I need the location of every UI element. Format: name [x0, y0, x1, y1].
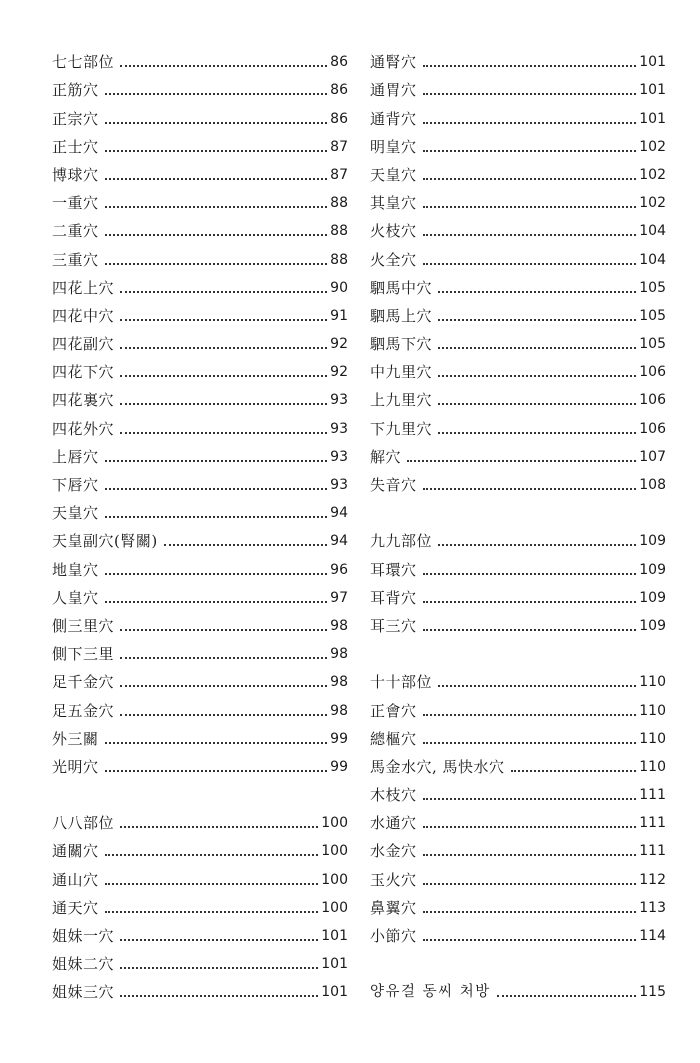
dot-leader [423, 488, 637, 490]
toc-entry-title: 天皇穴 [370, 165, 417, 184]
toc-entry[interactable] [370, 890, 666, 918]
toc-entry-title: 光明穴 [52, 757, 99, 776]
toc-entry-page-number: 90 [330, 279, 348, 296]
toc-entry-page-number: 104 [639, 223, 666, 240]
toc-entry-title: 火全穴 [370, 250, 417, 269]
toc-entry-title: 地皇穴 [52, 560, 99, 579]
dot-leader [120, 629, 327, 631]
toc-entry-page-number: 113 [639, 899, 666, 916]
toc-entry-page-number: 110 [639, 730, 666, 747]
toc-left-column [52, 44, 348, 1002]
toc-entry[interactable] [370, 129, 666, 157]
toc-entry-title: 上唇穴 [52, 447, 99, 466]
toc-entry[interactable] [370, 100, 666, 128]
dot-leader [423, 93, 637, 95]
toc-entry[interactable] [52, 636, 348, 664]
toc-entry-page-number: 94 [330, 505, 348, 522]
dot-leader [105, 150, 328, 152]
toc-entry-page-number: 101 [321, 984, 348, 1001]
dot-leader [423, 798, 637, 800]
toc-entry[interactable] [52, 580, 348, 608]
toc-entry-page-number: 96 [330, 561, 348, 578]
dot-leader [438, 291, 636, 293]
toc-entry-title: 一重穴 [52, 194, 99, 213]
toc-entry-title: 姐妹三穴 [52, 983, 115, 1002]
dot-leader [423, 573, 637, 575]
toc-entry[interactable] [52, 721, 348, 749]
toc-entry-title: 正筋穴 [52, 81, 99, 100]
toc-entry-page-number: 109 [639, 561, 666, 578]
toc-entry-page-number: 109 [639, 589, 666, 606]
dot-leader [423, 150, 637, 152]
toc-entry[interactable] [370, 692, 666, 720]
toc-entry[interactable] [370, 974, 666, 1002]
toc-entry-title: 天皇副穴(腎關) [52, 532, 158, 551]
dot-leader [423, 911, 637, 913]
toc-entry-page-number: 101 [639, 82, 666, 99]
toc-entry-page-number: 105 [639, 307, 666, 324]
toc-entry[interactable] [370, 185, 666, 213]
toc-entry-page-number: 106 [639, 364, 666, 381]
dot-leader [164, 544, 327, 546]
dot-leader [423, 263, 637, 265]
toc-entry[interactable] [52, 749, 348, 777]
dot-leader [438, 685, 636, 687]
dot-leader [105, 742, 328, 744]
toc-entry-page-number: 98 [330, 674, 348, 691]
toc-entry[interactable] [370, 157, 666, 185]
toc-entry-title: 下九里穴 [370, 419, 433, 438]
toc-entry-page-number: 86 [330, 54, 348, 71]
toc-entry-title: 通關穴 [52, 842, 99, 861]
toc-entry-title: 火枝穴 [370, 222, 417, 241]
toc-entry-title: 足千金穴 [52, 673, 115, 692]
toc-entry-title: 鼻翼穴 [370, 898, 417, 917]
toc-entry[interactable] [52, 410, 348, 438]
toc-entry[interactable] [370, 805, 666, 833]
dot-leader [105, 770, 328, 772]
dot-leader [438, 319, 636, 321]
toc-entry-page-number: 106 [639, 392, 666, 409]
toc-entry[interactable] [370, 326, 666, 354]
toc-entry[interactable] [52, 805, 348, 833]
dot-leader [407, 460, 636, 462]
toc-entry-page-number: 88 [330, 251, 348, 268]
section-gap [370, 636, 666, 664]
toc-entry[interactable] [52, 157, 348, 185]
toc-entry-page-number: 109 [639, 533, 666, 550]
toc-entry-page-number: 110 [639, 674, 666, 691]
dot-leader [105, 263, 328, 265]
toc-entry[interactable] [370, 833, 666, 861]
toc-entry-title: 外三關 [52, 729, 99, 748]
dot-leader [105, 460, 328, 462]
dot-leader [423, 629, 637, 631]
toc-entry[interactable] [370, 551, 666, 579]
toc-entry[interactable] [52, 608, 348, 636]
toc-entry-title: 上九里穴 [370, 391, 433, 410]
toc-entry-page-number: 102 [639, 166, 666, 183]
toc-entry-page-number: 107 [639, 448, 666, 465]
toc-entry-title: 耳背穴 [370, 588, 417, 607]
dot-leader [105, 122, 328, 124]
toc-entry[interactable] [52, 692, 348, 720]
toc-entry-page-number: 98 [330, 617, 348, 634]
toc-entry-page-number: 104 [639, 251, 666, 268]
toc-entry-page-number: 110 [639, 758, 666, 775]
toc-entry-page-number: 98 [330, 702, 348, 719]
toc-entry-title: 四花上穴 [52, 278, 115, 297]
toc-entry[interactable] [52, 382, 348, 410]
toc-entry-page-number: 94 [330, 533, 348, 550]
toc-entry-title: 馬金水穴, 馬快水穴 [370, 757, 505, 776]
toc-entry[interactable] [370, 664, 666, 692]
dot-leader [497, 995, 636, 997]
toc-entry-page-number: 112 [639, 871, 666, 888]
toc-entry-title: 姐妹二穴 [52, 955, 115, 974]
toc-entry[interactable] [370, 410, 666, 438]
dot-leader [423, 601, 637, 603]
toc-entry[interactable] [52, 185, 348, 213]
toc-entry[interactable] [370, 439, 666, 467]
dot-leader [120, 995, 318, 997]
toc-entry-page-number: 86 [330, 110, 348, 127]
toc-entry-page-number: 88 [330, 195, 348, 212]
toc-entry-title: 八八部位 [52, 814, 115, 833]
toc-entry[interactable] [370, 580, 666, 608]
toc-entry[interactable] [52, 213, 348, 241]
toc-entry[interactable] [52, 354, 348, 382]
dot-leader [438, 432, 636, 434]
section-gap [52, 777, 348, 805]
toc-entry-title: 木枝穴 [370, 786, 417, 805]
toc-entry-title: 中九里穴 [370, 363, 433, 382]
toc-entry-page-number: 106 [639, 420, 666, 437]
toc-entry-page-number: 102 [639, 138, 666, 155]
toc-entry-title: 通背穴 [370, 109, 417, 128]
toc-entry-title: 姐妹一穴 [52, 927, 115, 945]
dot-leader [438, 375, 636, 377]
dot-leader [438, 403, 636, 405]
toc-entry-title: 駟馬上穴 [370, 306, 433, 325]
toc-entry-page-number: 108 [639, 477, 666, 493]
toc-entry-page-number: 105 [639, 279, 666, 296]
dot-leader [511, 770, 637, 772]
toc-entry-title: 側下三里 [52, 645, 115, 664]
dot-leader [120, 319, 327, 321]
toc-entry[interactable] [370, 270, 666, 298]
toc-entry[interactable] [52, 551, 348, 579]
toc-entry-title: 總樞穴 [370, 729, 417, 748]
toc-entry-page-number: 100 [321, 815, 348, 832]
toc-entry-page-number: 92 [330, 364, 348, 381]
dot-leader [120, 403, 327, 405]
toc-entry-page-number: 115 [639, 984, 666, 1001]
toc-entry-page-number: 87 [330, 138, 348, 155]
toc-entry-page-number: 87 [330, 166, 348, 183]
toc-entry[interactable] [52, 861, 348, 889]
toc-entry-page-number: 93 [330, 420, 348, 437]
toc-entry-title: 耳環穴 [370, 560, 417, 579]
toc-entry-title: 其皇穴 [370, 194, 417, 213]
toc-entry-page-number: 101 [639, 54, 666, 71]
toc-entry-title: 正士穴 [52, 137, 99, 156]
toc-entry-page-number: 97 [330, 589, 348, 606]
toc-entry-page-number: 91 [330, 307, 348, 324]
toc-entry[interactable] [370, 523, 666, 551]
toc-entry-title: 失音穴 [370, 476, 417, 494]
toc-entry[interactable] [370, 72, 666, 100]
toc-entry-title: 天皇穴 [52, 504, 99, 523]
dot-leader [423, 939, 637, 941]
toc-entry[interactable] [370, 213, 666, 241]
dot-leader [105, 854, 319, 856]
toc-entry-page-number: 110 [639, 702, 666, 719]
dot-leader [105, 516, 328, 518]
toc-entry[interactable] [52, 664, 348, 692]
dot-leader [423, 883, 637, 885]
toc-entry-title: 四花下穴 [52, 363, 115, 382]
toc-entry[interactable] [52, 241, 348, 269]
section-gap [370, 495, 666, 523]
toc-entry-title: 通腎穴 [370, 53, 417, 72]
toc-entry[interactable] [52, 467, 348, 495]
toc-entry-title: 二重穴 [52, 222, 99, 241]
section-gap [370, 946, 666, 974]
toc-entry[interactable] [52, 100, 348, 128]
toc-entry-title: 耳三穴 [370, 616, 417, 635]
toc-entry-title: 四花副穴 [52, 335, 115, 354]
dot-leader [120, 967, 318, 969]
dot-leader [438, 544, 636, 546]
toc-entry-page-number: 99 [330, 730, 348, 747]
toc-entry-page-number: 86 [330, 82, 348, 99]
dot-leader [105, 601, 328, 603]
toc-entry-title: 十十部位 [370, 673, 433, 692]
toc-entry-title: 博球穴 [52, 165, 99, 184]
toc-entry[interactable] [52, 523, 348, 551]
toc-entry-page-number: 109 [639, 617, 666, 634]
toc-entry-page-number: 111 [639, 843, 666, 860]
toc-entry[interactable] [370, 918, 666, 946]
toc-entry-title: 四花裏穴 [52, 391, 115, 410]
toc-entry-page-number: 100 [321, 899, 348, 916]
toc-entry-title: 下唇穴 [52, 476, 99, 494]
toc-entry-page-number: 93 [330, 448, 348, 465]
toc-entry-title: 九九部位 [370, 532, 433, 551]
toc-entry[interactable] [370, 777, 666, 805]
toc-entry[interactable] [370, 44, 666, 72]
toc-entry[interactable] [370, 608, 666, 636]
dot-leader [120, 65, 327, 67]
toc-entry-page-number: 99 [330, 758, 348, 775]
toc-entry-page-number: 93 [330, 477, 348, 493]
toc-entry[interactable] [370, 749, 666, 777]
toc-entry-page-number: 101 [321, 956, 348, 973]
toc-entry-page-number: 111 [639, 815, 666, 832]
toc-entry[interactable] [52, 439, 348, 467]
dot-leader [423, 234, 637, 236]
toc-entry[interactable] [52, 298, 348, 326]
dot-leader [423, 742, 637, 744]
dot-leader [438, 347, 636, 349]
dot-leader [105, 911, 319, 913]
dot-leader [423, 826, 637, 828]
dot-leader [105, 178, 328, 180]
toc-entry-title: 玉火穴 [370, 870, 417, 889]
toc-entry[interactable] [370, 467, 666, 495]
dot-leader [105, 883, 319, 885]
toc-entry[interactable] [370, 382, 666, 410]
toc-entry-page-number: 93 [330, 392, 348, 409]
toc-right-column [370, 44, 666, 1002]
toc-entry[interactable] [370, 354, 666, 382]
dot-leader [105, 488, 328, 490]
dot-leader [423, 714, 637, 716]
toc-entry-page-number: 92 [330, 336, 348, 353]
toc-entry-title: 양유걸 동씨 처방 [370, 984, 491, 1001]
toc-entry-page-number: 98 [330, 646, 348, 663]
toc-entry-title: 明皇穴 [370, 137, 417, 156]
toc-entry-page-number: 105 [639, 336, 666, 353]
toc-entry-title: 解穴 [370, 447, 402, 466]
dot-leader [105, 93, 328, 95]
toc-entry-title: 正會穴 [370, 701, 417, 720]
toc-entry-page-number: 101 [321, 928, 348, 944]
dot-leader [120, 375, 327, 377]
dot-leader [120, 714, 327, 716]
dot-leader [120, 657, 327, 659]
toc-entry-title: 通胃穴 [370, 81, 417, 100]
toc-entry-title: 側三里穴 [52, 616, 115, 635]
toc-entry[interactable] [370, 861, 666, 889]
toc-entry-page-number: 102 [639, 195, 666, 212]
toc-entry-title: 三重穴 [52, 250, 99, 269]
toc-entry[interactable] [52, 326, 348, 354]
toc-entry[interactable] [52, 833, 348, 861]
toc-entry[interactable] [52, 270, 348, 298]
toc-entry-title: 通山穴 [52, 870, 99, 889]
toc-entry-page-number: 88 [330, 223, 348, 240]
toc-entry-page-number: 100 [321, 843, 348, 860]
dot-leader [120, 685, 327, 687]
toc-entry[interactable] [370, 721, 666, 749]
dot-leader [120, 291, 327, 293]
toc-entry[interactable] [370, 241, 666, 269]
dot-leader [120, 939, 318, 941]
toc-entry-title: 正宗穴 [52, 109, 99, 128]
toc-entry-page-number: 114 [639, 928, 666, 944]
toc-entry-title: 七七部位 [52, 53, 115, 72]
toc-entry-title: 人皇穴 [52, 588, 99, 607]
dot-leader [423, 65, 637, 67]
dot-leader [423, 122, 637, 124]
toc-entry[interactable] [52, 890, 348, 918]
toc-entry[interactable] [52, 44, 348, 72]
toc-entry-title: 水通穴 [370, 814, 417, 833]
toc-entry[interactable] [52, 918, 348, 946]
toc-entry-title: 四花外穴 [52, 419, 115, 438]
dot-leader [120, 826, 318, 828]
toc-entry-title: 水金穴 [370, 842, 417, 861]
dot-leader [120, 347, 327, 349]
toc-entry-title: 小節穴 [370, 927, 417, 945]
dot-leader [423, 854, 637, 856]
toc-entry-title: 通天穴 [52, 898, 99, 917]
toc-entry-page-number: 111 [639, 787, 666, 804]
toc-entry-title: 駟馬下穴 [370, 335, 433, 354]
toc-entry-title: 四花中穴 [52, 306, 115, 325]
dot-leader [120, 432, 327, 434]
toc-entry[interactable] [52, 129, 348, 157]
toc-entry[interactable] [52, 72, 348, 100]
toc-entry[interactable] [52, 974, 348, 1002]
toc-entry-page-number: 101 [639, 110, 666, 127]
dot-leader [423, 206, 637, 208]
dot-leader [105, 234, 328, 236]
toc-entry[interactable] [52, 946, 348, 974]
dot-leader [423, 178, 637, 180]
dot-leader [105, 206, 328, 208]
toc-entry[interactable] [370, 298, 666, 326]
dot-leader [105, 573, 328, 575]
toc-entry[interactable] [52, 495, 348, 523]
toc-entry-page-number: 100 [321, 871, 348, 888]
toc-entry-title: 駟馬中穴 [370, 278, 433, 297]
toc-entry-title: 足五金穴 [52, 701, 115, 720]
